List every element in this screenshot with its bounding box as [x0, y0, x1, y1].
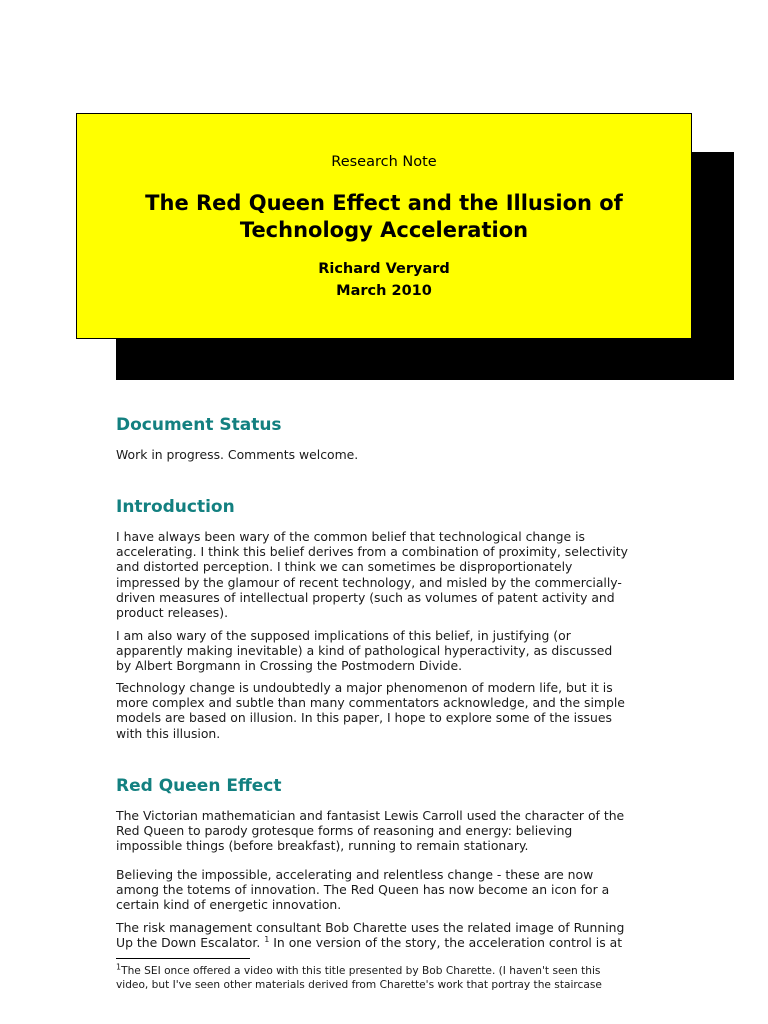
footnote	[116, 964, 676, 992]
text-line: Technology change is undoubtedly a major phenomenon of modern life, but it is	[116, 680, 613, 695]
footnote-separator	[116, 958, 250, 959]
text-line: among the totems of innovation. The Red Queen has now become an icon for a	[116, 882, 610, 898]
text-line	[116, 935, 656, 950]
footnote-line: video, but I've seen other materials derived from Charette's work that portray the staircase	[116, 979, 602, 991]
red-queen-paragraph-1	[116, 808, 656, 854]
document-date: March 2010	[336, 283, 432, 299]
text-line: models are based on illusion. In this paper, I hope to explore some of the issues	[116, 710, 612, 726]
document-title-line: Technology Acceleration	[239, 218, 529, 242]
status-paragraph	[116, 447, 656, 462]
introduction-paragraph-3	[116, 680, 656, 741]
text-line: more complex and subtle than many commentators acknowledge, and the simple	[116, 695, 625, 711]
text-line: Believing the impossible, accelerating and relentless change - these are now	[116, 867, 594, 882]
text-line: and distorted perception. I think we can sometimes be disproportionately	[116, 559, 573, 575]
text-line: impressed by the glamour of recent technology, and misled by the commercially-	[116, 574, 622, 590]
text-line: certain kind of energetic innovation.	[116, 897, 342, 913]
text-line: Work in progress. Comments welcome.	[116, 447, 359, 462]
document-title	[97, 190, 671, 244]
footnote-marker: 1	[116, 962, 122, 972]
red-queen-paragraph-3	[116, 920, 656, 950]
introduction-paragraph-1	[116, 529, 656, 620]
section-heading-red-queen-effect: Red Queen Effect	[116, 776, 282, 796]
text-line: I am also wary of the supposed implications of this belief, in justifying (or	[116, 628, 571, 643]
footnote-reference[interactable]: 1	[264, 935, 270, 945]
footnote-text: The SEI once offered a video with this title presented by Bob Charette. (I haven't seen this	[121, 965, 601, 977]
section-heading-introduction: Introduction	[116, 497, 235, 517]
footnote-line	[116, 964, 676, 978]
text-line: I have always been wary of the common belief that technological change is	[116, 529, 586, 544]
title-box	[76, 113, 692, 339]
section-heading-document-status: Document Status	[116, 415, 282, 435]
document-type-label: Research Note	[331, 154, 437, 170]
text-line: with this illusion.	[116, 725, 221, 741]
text-line: apparently making inevitable) a kind of pathological hyperactivity, as discussed	[116, 643, 613, 659]
text-line: product releases).	[116, 605, 229, 621]
text-fragment: In one version of the story, the acceleration control is at	[269, 935, 623, 951]
text-line: by Albert Borgmann in Crossing the Postmodern Divide.	[116, 658, 463, 674]
text-line: The Victorian mathematician and fantasist Lewis Carroll used the character of the	[116, 808, 625, 823]
text-line: accelerating. I think this belief derives from a combination of proximity, selectivity	[116, 544, 628, 560]
text-line: Red Queen to parody grotesque forms of reasoning and energy: believing	[116, 823, 573, 839]
text-line: driven measures of intellectual property (such as volumes of patent activity and	[116, 589, 615, 605]
text-fragment: Up the Down Escalator.	[116, 935, 261, 951]
text-line: impossible things (before breakfast), running to remain stationary.	[116, 838, 529, 854]
introduction-paragraph-2	[116, 628, 656, 674]
text-line: The risk management consultant Bob Charette uses the related image of Running	[116, 920, 625, 935]
document-title-line: The Red Queen Effect and the Illusion of	[145, 191, 623, 215]
document-author: Richard Veryard	[318, 261, 450, 277]
red-queen-paragraph-2	[116, 867, 656, 913]
